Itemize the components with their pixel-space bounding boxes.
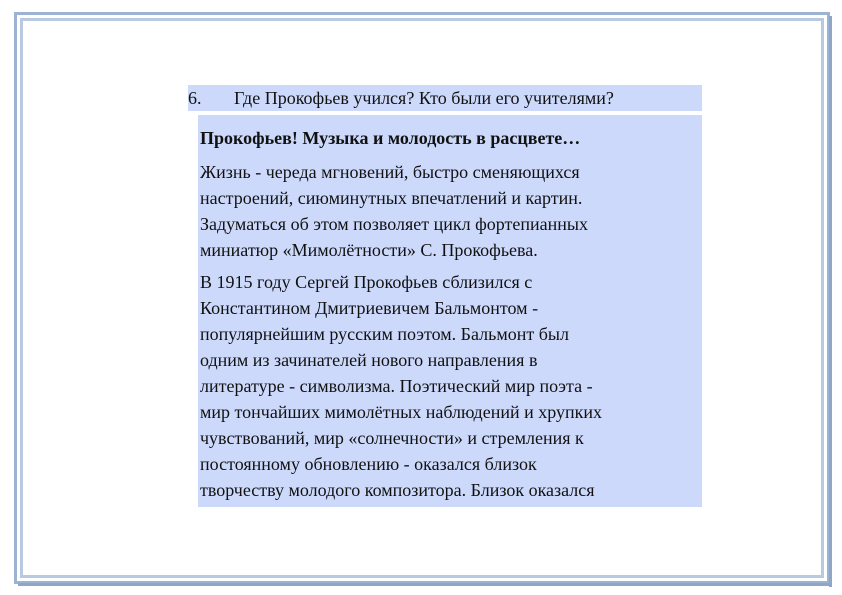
frame-shadow-bottom <box>18 583 832 586</box>
paragraph-line: Константином Дмитриевичем Бальмонтом - <box>200 298 539 318</box>
paragraph-line: настроений, сиюминутных впечатлений и картин. <box>200 188 583 208</box>
paragraph-1 <box>200 159 702 263</box>
paragraph-2 <box>200 269 702 503</box>
paragraph-line: миниатюр «Мимолётности» С. Прокофьева. <box>200 240 538 260</box>
question-number: 6. <box>188 88 202 108</box>
paragraph-line: одним из зачинателей нового направления в <box>200 350 538 370</box>
paragraph-line: популярнейшим русским поэтом. Бальмонт был <box>200 324 569 344</box>
paragraph-line: Задуматься об этом позволяет цикл фортепианных <box>200 214 589 234</box>
paragraph-line: В 1915 году Сергей Прокофьев сблизился с <box>200 272 533 292</box>
paragraph-line: постоянному обновлению - оказался близок <box>200 454 537 474</box>
frame-shadow-right <box>829 16 832 587</box>
content-heading: Прокофьев! Музыка и молодость в расцвете… <box>200 128 581 148</box>
paragraph-line: творчеству молодого композитора. Близок оказался <box>200 480 595 500</box>
paragraph-line: чувствований, мир «солнечности» и стремления к <box>200 428 584 448</box>
paragraph-line: мир тончайших мимолётных наблюдений и хрупких <box>200 402 602 422</box>
question-line <box>188 85 702 111</box>
question-text: Где Прокофьев учился? Кто были его учителями? <box>234 88 614 108</box>
content-box <box>198 115 702 507</box>
paragraph-line: литературе - символизма. Поэтический мир поэта - <box>200 376 593 396</box>
paragraph-line: Жизнь - череда мгновений, быстро сменяющихся <box>200 162 580 182</box>
